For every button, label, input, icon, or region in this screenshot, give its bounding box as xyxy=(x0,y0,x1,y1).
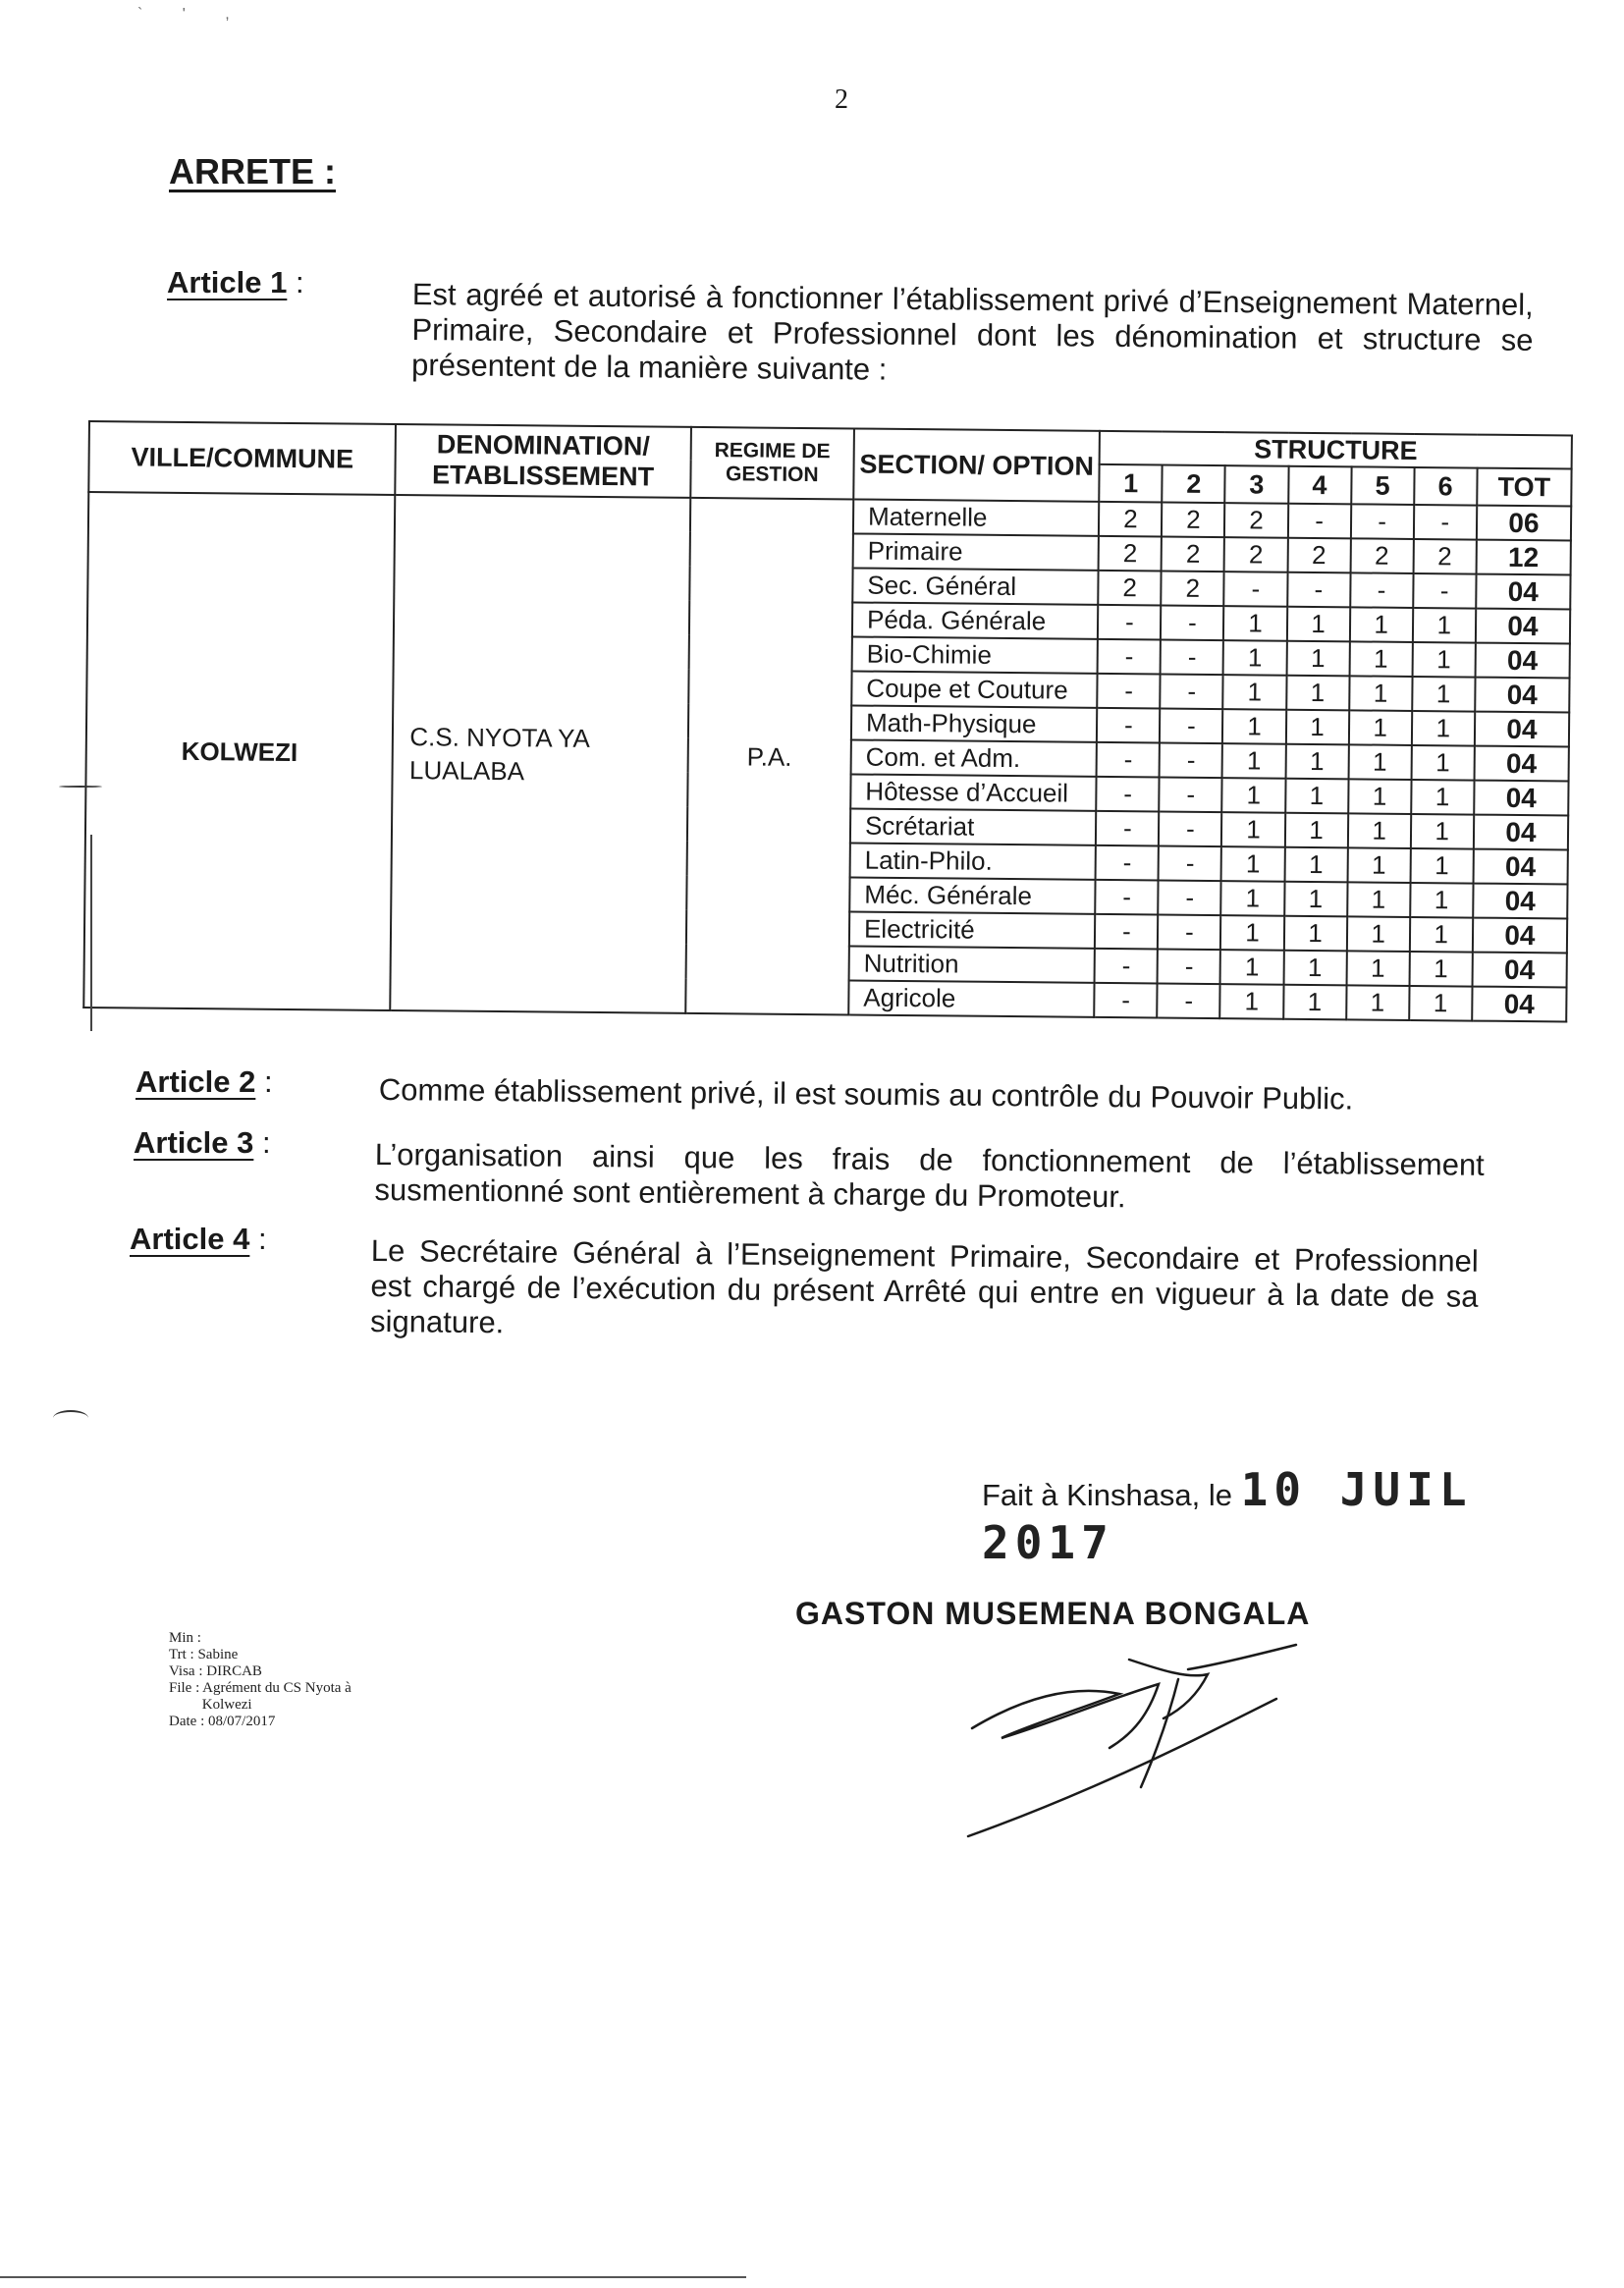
section-option-cell: Agricole xyxy=(848,980,1095,1016)
article-1-label-text: Article 1 xyxy=(167,265,288,300)
structure-cell-6: 2 xyxy=(1413,539,1476,574)
structure-cell-1: - xyxy=(1098,605,1161,640)
header-section: SECTION/ OPTION xyxy=(853,428,1100,501)
total-cell: 04 xyxy=(1476,609,1571,644)
signer-name: GASTON MUSEMENA BONGALA xyxy=(795,1596,1311,1631)
structure-cell-1: - xyxy=(1097,777,1160,812)
total-cell: 12 xyxy=(1476,540,1571,575)
footnote-line: Visa : DIRCAB xyxy=(169,1663,262,1679)
scan-marks: ` ' , xyxy=(137,6,247,23)
structure-cell-2: 2 xyxy=(1162,571,1224,606)
structure-cell-5: - xyxy=(1350,504,1413,539)
place-text: Fait à Kinshasa, le xyxy=(982,1478,1233,1512)
structure-cell-6: 1 xyxy=(1413,608,1476,643)
bottom-rule xyxy=(0,2276,746,2278)
place-date-line xyxy=(982,1463,1624,1569)
structure-cell-2: - xyxy=(1160,777,1222,812)
total-cell: 04 xyxy=(1475,643,1570,679)
handwritten-signature xyxy=(962,1640,1316,1846)
footnote-line: Date : 08/07/2017 xyxy=(169,1714,276,1729)
article-3-colon: : xyxy=(253,1125,271,1160)
structure-cell-4: - xyxy=(1287,504,1350,539)
article-4-label-text: Article 4 xyxy=(130,1222,250,1256)
article-2-label-text: Article 2 xyxy=(135,1064,256,1099)
structure-cell-6: 1 xyxy=(1411,814,1474,849)
structure-cell-4: 1 xyxy=(1285,744,1348,780)
structure-cell-4: 1 xyxy=(1286,641,1349,677)
structure-cell-6: 1 xyxy=(1411,745,1474,781)
structure-cell-3: 1 xyxy=(1221,812,1284,847)
article-1-colon: : xyxy=(287,265,304,300)
section-option-cell: Bio-Chimie xyxy=(852,636,1099,673)
structure-cell-5: 1 xyxy=(1348,710,1411,745)
total-cell: 04 xyxy=(1473,849,1568,885)
article-3-label-text: Article 3 xyxy=(134,1125,254,1160)
structure-cell-5: 1 xyxy=(1346,951,1409,986)
total-cell: 04 xyxy=(1474,781,1569,816)
structure-cell-1: - xyxy=(1096,845,1159,881)
structure-cell-6: - xyxy=(1414,505,1477,540)
structure-cell-4: 1 xyxy=(1283,916,1346,952)
total-cell: 04 xyxy=(1474,815,1569,850)
structure-cell-2: - xyxy=(1160,742,1222,778)
structure-cell-1: - xyxy=(1097,742,1160,778)
structure-cell-4: 2 xyxy=(1287,538,1350,573)
structure-cell-2: - xyxy=(1161,674,1223,709)
structure-table xyxy=(82,420,1573,1022)
ville-cell: KOLWEZI xyxy=(83,492,395,1010)
structure-cell-3: 1 xyxy=(1223,675,1286,710)
total-cell: 04 xyxy=(1475,678,1570,713)
structure-cell-2: - xyxy=(1158,949,1220,984)
structure-cell-5: 1 xyxy=(1349,641,1412,677)
structure-cell-5: 2 xyxy=(1350,538,1413,573)
article-4-colon: : xyxy=(249,1222,267,1256)
structure-cell-3: 1 xyxy=(1222,778,1285,813)
structure-cell-4: 1 xyxy=(1284,813,1347,848)
margin-mark xyxy=(59,786,102,788)
total-cell: 04 xyxy=(1472,987,1567,1022)
structure-cell-3: 1 xyxy=(1222,743,1285,779)
structure-cell-3: - xyxy=(1224,572,1287,607)
total-cell: 04 xyxy=(1474,746,1569,782)
structure-cell-5: 1 xyxy=(1349,676,1412,711)
section-option-cell: Coupe et Couture xyxy=(851,671,1098,707)
structure-cell-3: 2 xyxy=(1224,537,1287,572)
section-option-cell: Péda. Générale xyxy=(852,602,1099,638)
structure-cell-6: 1 xyxy=(1410,883,1473,918)
structure-cell-6: - xyxy=(1413,573,1476,609)
structure-cell-1: 2 xyxy=(1099,571,1162,606)
structure-cell-5: 1 xyxy=(1347,813,1410,848)
total-cell: 04 xyxy=(1473,884,1568,919)
structure-cell-3: 2 xyxy=(1224,503,1287,538)
structure-cell-4: 1 xyxy=(1283,985,1346,1020)
structure-cell-6: 1 xyxy=(1412,711,1475,746)
article-4-label xyxy=(130,1222,267,1257)
structure-cell-1: 2 xyxy=(1099,536,1162,572)
structure-cell-4: 1 xyxy=(1286,676,1349,711)
total-cell: 04 xyxy=(1475,712,1570,747)
structure-cell-2: - xyxy=(1161,639,1223,675)
article-2-colon: : xyxy=(255,1064,273,1099)
structure-cell-3: 1 xyxy=(1222,709,1285,744)
structure-cell-3: 1 xyxy=(1221,846,1284,882)
structure-cell-5: 1 xyxy=(1349,607,1412,642)
article-3-label xyxy=(134,1125,271,1161)
structure-cell-5: 1 xyxy=(1347,882,1410,917)
article-2-label xyxy=(135,1064,273,1100)
header-col-2: 2 xyxy=(1163,465,1225,504)
structure-cell-1: - xyxy=(1097,708,1160,743)
structure-cell-1: 2 xyxy=(1099,502,1162,537)
structure-cell-1: - xyxy=(1098,674,1161,709)
section-option-cell: Sec. Général xyxy=(852,568,1099,604)
footnote-line: Kolwezi xyxy=(169,1697,252,1713)
structure-cell-5: 1 xyxy=(1348,744,1411,780)
article-4-text: Le Secrétaire Général à l’Enseignement Primaire, Secondaire et Professionnel est chargé de l’exécution du présent Arrêté qui entre en vigueur à la date de sa signature. xyxy=(369,1233,1479,1340)
section-option-cell: Latin-Philo. xyxy=(850,843,1097,879)
structure-cell-2: - xyxy=(1160,708,1222,743)
margin-mark xyxy=(53,1410,88,1426)
footnote-line: Trt : Sabine xyxy=(169,1647,239,1662)
article-3-text: L’organisation ainsi que les frais de fonctionnement de l’établissement susmentionné sont entièrement à charge du Promoteur. xyxy=(374,1137,1485,1215)
structure-cell-6: 1 xyxy=(1411,780,1474,815)
header-col-tot: TOT xyxy=(1477,468,1572,507)
structure-cell-3: 1 xyxy=(1223,640,1286,676)
structure-cell-1: - xyxy=(1095,949,1158,984)
header-denomination: DENOMINATION/ ETABLISSEMENT xyxy=(396,424,691,498)
structure-cell-2: - xyxy=(1161,605,1223,640)
structure-cell-6: 1 xyxy=(1410,848,1473,884)
header-structure: STRUCTURE xyxy=(1100,431,1572,469)
structure-cell-4: 1 xyxy=(1284,847,1347,883)
total-cell: 04 xyxy=(1476,574,1571,610)
structure-cell-1: - xyxy=(1094,983,1157,1018)
structure-cell-6: 1 xyxy=(1412,677,1475,712)
section-option-cell: Com. et Adm. xyxy=(851,739,1098,776)
header-ville: VILLE/COMMUNE xyxy=(88,421,396,495)
article-2-text: Comme établissement privé, il est soumis au contrôle du Pouvoir Public. xyxy=(378,1072,1354,1117)
structure-cell-6: 1 xyxy=(1410,917,1473,953)
structure-cell-4: 1 xyxy=(1286,607,1349,642)
structure-cell-4: 1 xyxy=(1285,710,1348,745)
structure-cell-2: - xyxy=(1159,880,1221,915)
structure-cell-6: 1 xyxy=(1412,642,1475,678)
total-cell: 04 xyxy=(1473,918,1568,953)
article-1-text: Est agréé et autorisé à fonctionner l’établissement privé d’Enseignement Maternel, Primaire, Secondaire et Professionnel dont les dénomination et structure se présentent de la manière suivante : xyxy=(410,277,1534,387)
margin-line xyxy=(90,835,92,1031)
structure-cell-5: 1 xyxy=(1347,847,1410,883)
section-option-cell: Hôtesse d’Accueil xyxy=(850,774,1097,810)
footnote-line: Min : xyxy=(169,1630,201,1646)
header-col-1: 1 xyxy=(1100,464,1163,503)
header-col-6: 6 xyxy=(1414,467,1477,506)
footnote xyxy=(169,1630,352,1730)
structure-cell-1: - xyxy=(1098,639,1161,675)
structure-cell-2: 2 xyxy=(1162,503,1224,538)
structure-cell-3: 1 xyxy=(1220,950,1283,985)
structure-cell-5: - xyxy=(1350,572,1413,608)
structure-cell-4: - xyxy=(1287,572,1350,608)
regime-cell: P.A. xyxy=(685,498,853,1015)
section-option-cell: Maternelle xyxy=(853,499,1100,535)
structure-cell-1: - xyxy=(1095,914,1158,950)
structure-cell-2: - xyxy=(1159,811,1221,846)
denomination-cell: C.S. NYOTA YA LUALABA xyxy=(391,495,690,1013)
section-option-cell: Electricité xyxy=(849,911,1096,948)
total-cell: 04 xyxy=(1472,953,1567,988)
structure-cell-5: 1 xyxy=(1346,916,1409,952)
header-regime: REGIME DE GESTION xyxy=(690,427,854,500)
structure-cell-3: 1 xyxy=(1220,915,1283,951)
structure-cell-4: 1 xyxy=(1285,779,1348,814)
structure-cell-6: 1 xyxy=(1409,986,1472,1021)
date-stamp: 10 JUIL 2017 xyxy=(982,1463,1473,1569)
header-col-3: 3 xyxy=(1225,465,1288,504)
header-col-5: 5 xyxy=(1351,466,1414,505)
section-option-cell: Math-Physique xyxy=(851,705,1098,741)
page-number: 2 xyxy=(835,84,848,115)
structure-cell-3: 1 xyxy=(1221,881,1284,916)
structure-cell-3: 1 xyxy=(1223,606,1286,641)
structure-cell-2: - xyxy=(1159,845,1221,881)
total-cell: 06 xyxy=(1477,506,1572,541)
structure-cell-4: 1 xyxy=(1283,951,1346,986)
section-option-cell: Nutrition xyxy=(849,946,1096,982)
header-col-4: 4 xyxy=(1288,466,1351,505)
article-1-label xyxy=(167,265,304,300)
structure-cell-6: 1 xyxy=(1409,952,1472,987)
structure-cell-2: 2 xyxy=(1162,536,1224,572)
structure-cell-5: 1 xyxy=(1346,985,1409,1020)
structure-cell-1: - xyxy=(1096,811,1159,846)
section-option-cell: Scrétariat xyxy=(850,808,1097,844)
footnote-line: File : Agrément du CS Nyota à xyxy=(169,1680,352,1696)
arrete-heading: ARRETE : xyxy=(169,151,336,191)
structure-cell-4: 1 xyxy=(1284,882,1347,917)
structure-cell-5: 1 xyxy=(1348,779,1411,814)
section-option-cell: Méc. Générale xyxy=(849,877,1096,913)
structure-cell-3: 1 xyxy=(1220,984,1283,1019)
structure-cell-1: - xyxy=(1096,880,1159,915)
structure-cell-2: - xyxy=(1158,914,1220,950)
section-option-cell: Primaire xyxy=(853,533,1100,570)
structure-cell-2: - xyxy=(1158,983,1220,1018)
